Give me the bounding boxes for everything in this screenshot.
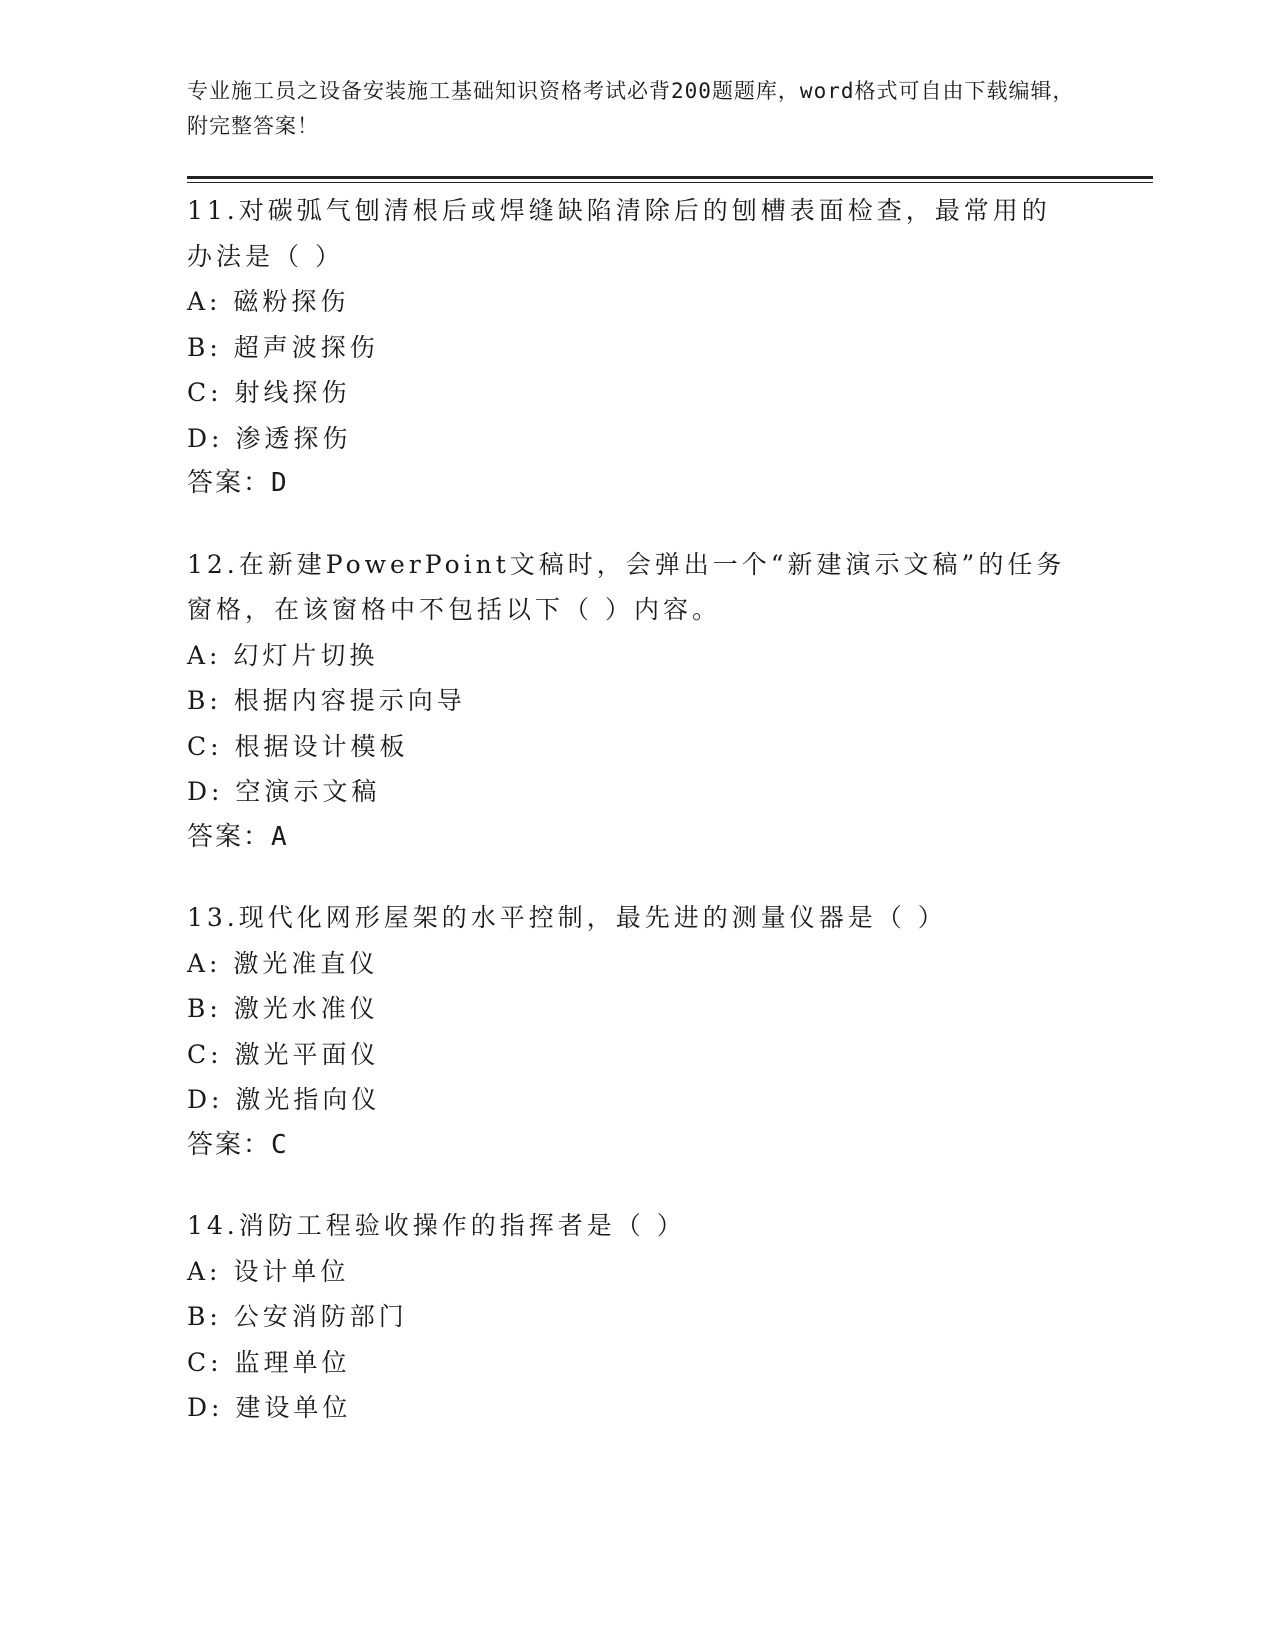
option-d: D: 渗透探伤 xyxy=(187,423,352,453)
question-stem: 14.消防工程验收操作的指挥者是（ ） xyxy=(187,1211,686,1240)
option-d: D: 建设单位 xyxy=(187,1393,352,1422)
option-b: B: 激光水准仪 xyxy=(187,994,379,1023)
question-14 xyxy=(187,1203,1087,1431)
option-c: C: 射线探伤 xyxy=(187,378,351,407)
header-divider-thick xyxy=(187,176,1153,179)
answer-line: 答案：C xyxy=(187,1129,289,1160)
option-a: A: 幻灯片切换 xyxy=(187,640,379,670)
question-list xyxy=(187,188,1087,1466)
option-b: B: 超声波探伤 xyxy=(187,332,379,362)
option-c: C: 根据设计模板 xyxy=(187,731,409,761)
option-a: A: 磁粉探伤 xyxy=(187,287,350,316)
option-b: B: 根据内容提示向导 xyxy=(187,686,466,715)
question-13 xyxy=(187,895,1087,1168)
option-c: C: 激光平面仪 xyxy=(187,1039,380,1069)
option-d: D: 空演示文稿 xyxy=(187,777,381,806)
option-d: D: 激光指向仪 xyxy=(187,1085,381,1114)
answer-line: 答案：D xyxy=(187,468,289,498)
option-a: A: 设计单位 xyxy=(187,1256,350,1286)
question-11 xyxy=(187,188,1087,507)
question-stem: 13.现代化网形屋架的水平控制，最先进的测量仪器是（ ） xyxy=(187,903,947,932)
header-divider-thin xyxy=(187,182,1153,183)
document-intro: 专业施工员之设备安装施工基础知识资格考试必背200题题库，word格式可自由下载编辑，附完整答案！ xyxy=(187,79,1075,138)
answer-line: 答案：A xyxy=(187,821,289,852)
option-c: C: 监理单位 xyxy=(187,1347,351,1377)
question-stem: 12.在新建PowerPoint文稿时，会弹出一个“新建演示文稿”的任务窗格，在该窗格中不包括以下（ ）内容。 xyxy=(187,549,1066,624)
option-b: B: 公安消防部门 xyxy=(187,1302,408,1331)
option-a: A: 激光准直仪 xyxy=(187,948,379,978)
question-stem: 11.对碳弧气刨清根后或焊缝缺陷清除后的刨槽表面检查，最常用的办法是（ ） xyxy=(187,196,1051,271)
question-12 xyxy=(187,542,1087,861)
